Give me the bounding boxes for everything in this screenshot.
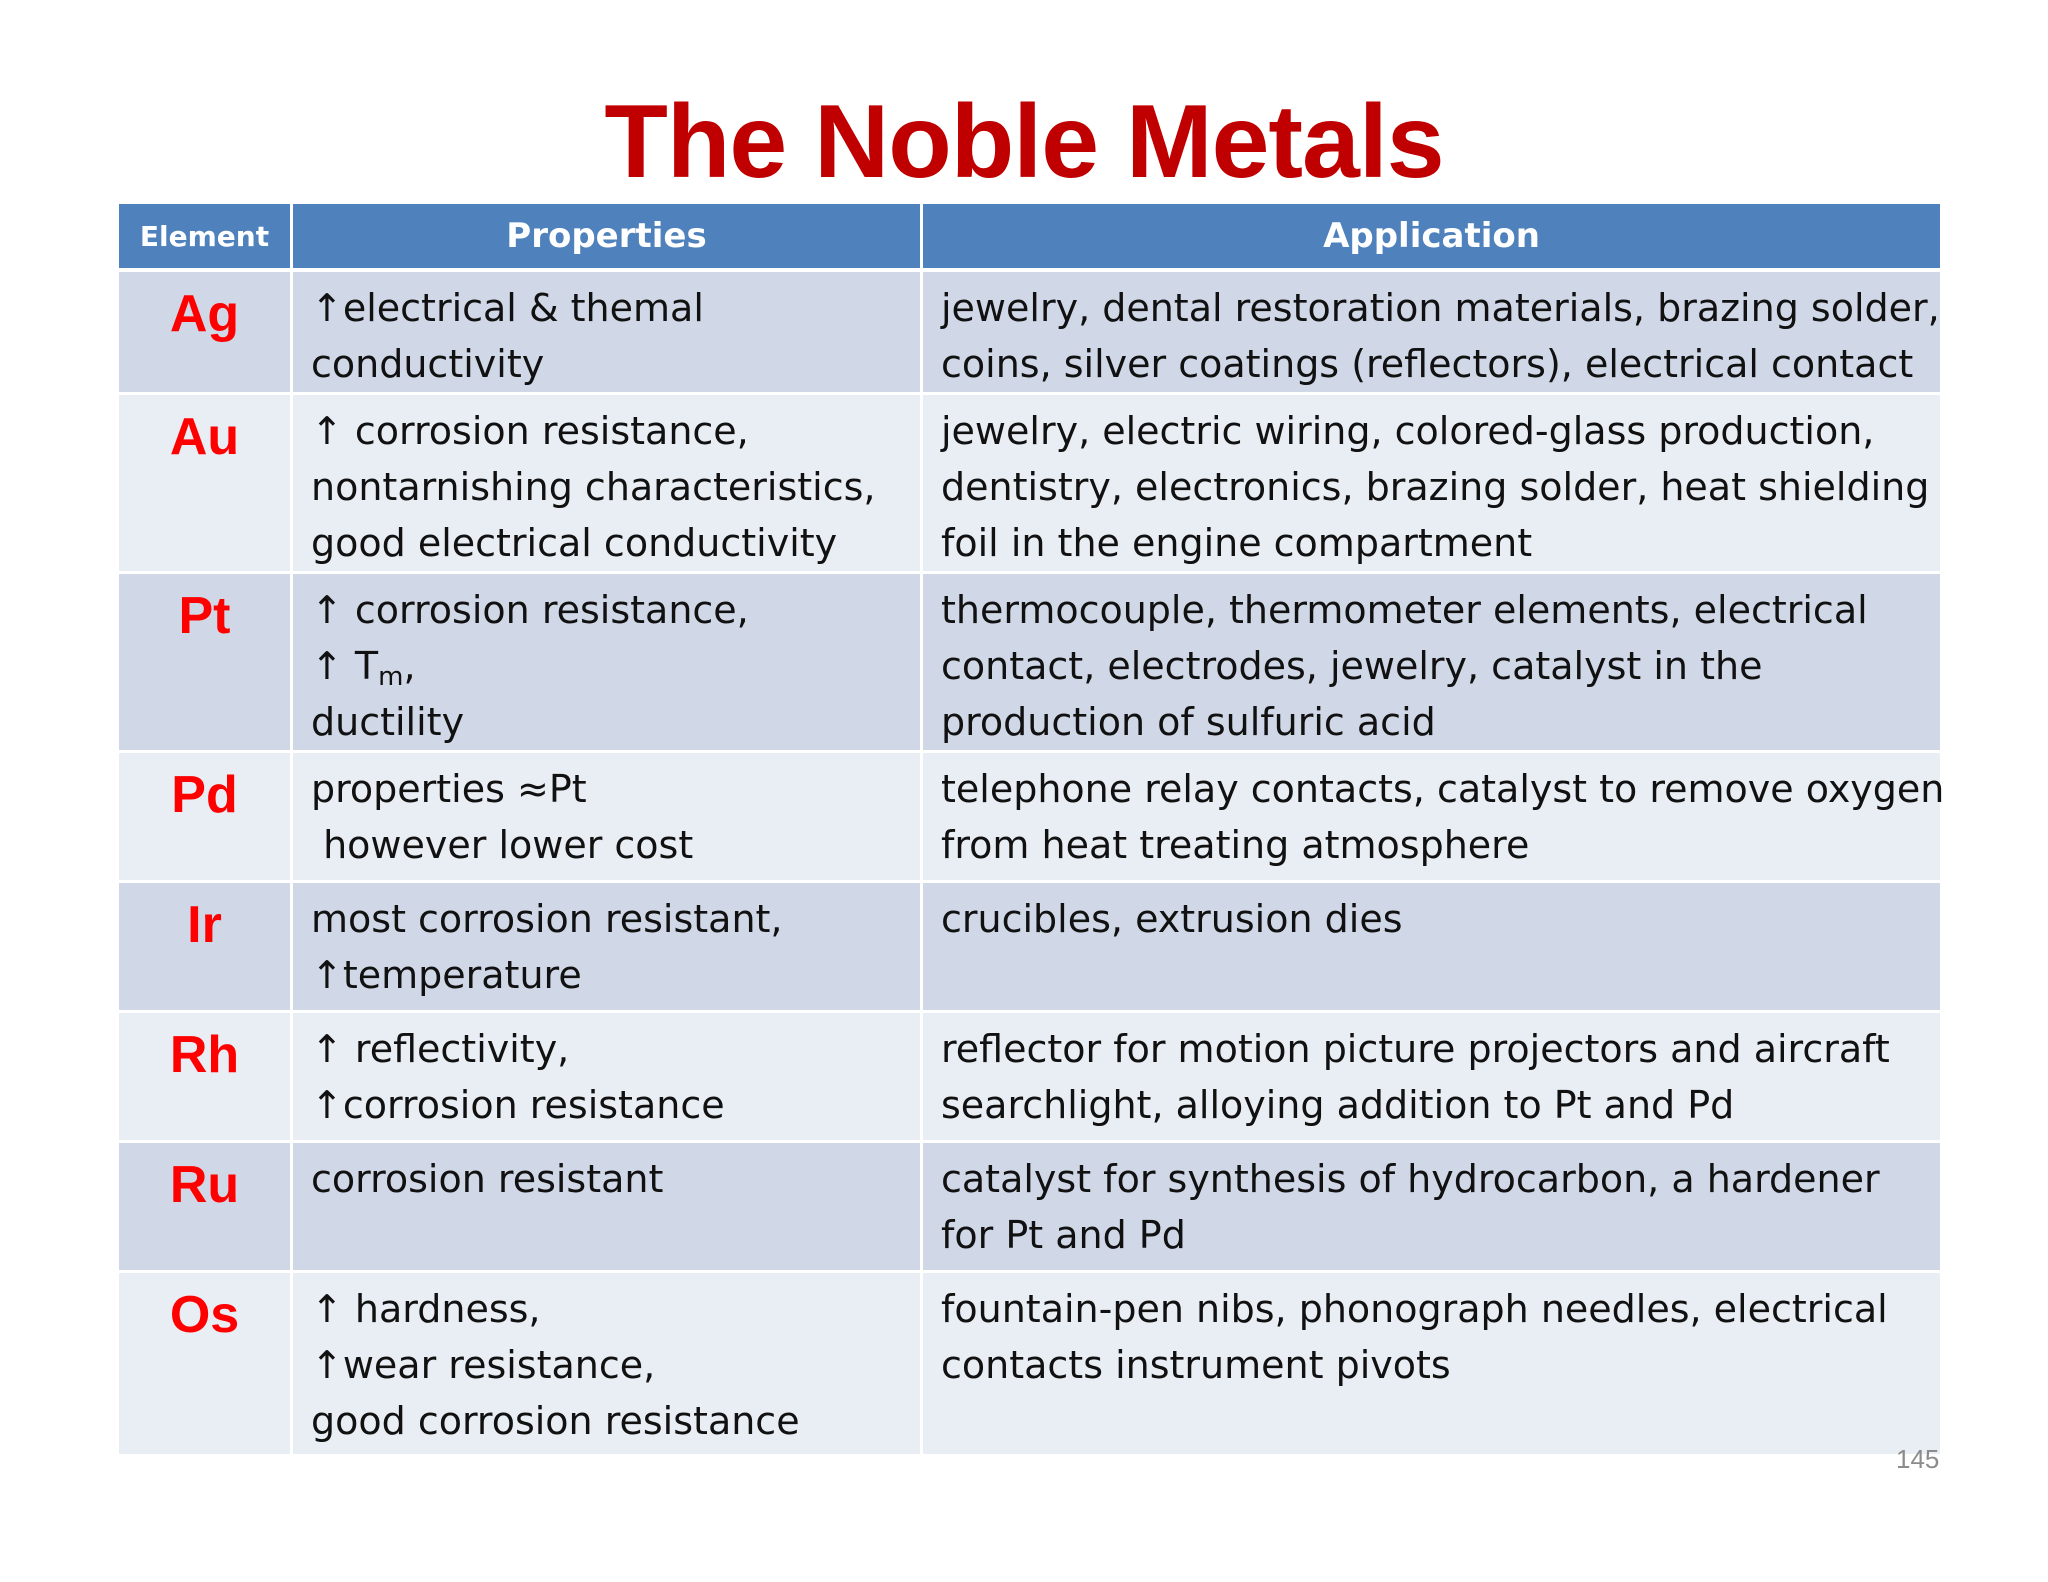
element-symbol: Pd xyxy=(118,752,292,882)
properties-line: however lower cost xyxy=(311,823,694,867)
application-line: production of sulfuric acid xyxy=(941,700,1436,744)
table-row xyxy=(118,270,1942,394)
properties-line: conductivity xyxy=(311,342,545,386)
properties-line xyxy=(311,638,902,694)
element-symbol: Ru xyxy=(118,1142,292,1272)
noble-metals-table xyxy=(116,204,1943,1457)
element-symbol: Ag xyxy=(118,270,292,394)
application-line: from heat treating atmosphere xyxy=(941,823,1530,867)
properties-line: most corrosion resistant, xyxy=(311,897,783,941)
application-cell xyxy=(922,1142,1942,1272)
element-symbol: Pt xyxy=(118,573,292,752)
properties-line: ↑ corrosion resistance, xyxy=(311,409,749,453)
application-line: for Pt and Pd xyxy=(941,1213,1186,1257)
application-line: catalyst for synthesis of hydrocarbon, a hardener xyxy=(941,1157,1880,1201)
properties-cell xyxy=(292,752,922,882)
application-line: coins, silver coatings (reflectors), electrical contact xyxy=(941,342,1914,386)
table-header-row xyxy=(118,204,1942,270)
properties-cell xyxy=(292,1142,922,1272)
properties-line: good corrosion resistance xyxy=(311,1399,800,1443)
table-row xyxy=(118,1012,1942,1142)
application-cell xyxy=(922,882,1942,1012)
application-line: contacts instrument pivots xyxy=(941,1343,1451,1387)
properties-line: ↑ reflectivity, xyxy=(311,1027,570,1071)
properties-cell xyxy=(292,1272,922,1456)
table-row xyxy=(118,1272,1942,1456)
column-header-application: Application xyxy=(922,204,1942,270)
application-line: reflector for motion picture projectors and aircraft xyxy=(941,1027,1890,1071)
properties-line: ↑electrical & themal xyxy=(311,286,704,330)
table-row xyxy=(118,394,1942,573)
properties-line: ↑corrosion resistance xyxy=(311,1083,725,1127)
application-line: crucibles, extrusion dies xyxy=(941,897,1403,941)
properties-line: ductility xyxy=(311,700,465,744)
slide-title: The Noble Metals xyxy=(604,84,1444,200)
application-line: contact, electrodes, jewelry, catalyst in the xyxy=(941,644,1763,688)
table-row xyxy=(118,752,1942,882)
properties-cell xyxy=(292,1012,922,1142)
melting-suffix: , xyxy=(403,644,416,688)
application-cell xyxy=(922,573,1942,752)
melting-subscript: m xyxy=(378,662,404,692)
table-row xyxy=(118,1142,1942,1272)
properties-cell xyxy=(292,882,922,1012)
application-line: jewelry, electric wiring, colored-glass production, xyxy=(941,409,1875,453)
application-line: telephone relay contacts, catalyst to remove oxygen xyxy=(941,767,1945,811)
column-header-properties: Properties xyxy=(292,204,922,270)
properties-line: ↑temperature xyxy=(311,953,582,997)
properties-cell xyxy=(292,270,922,394)
properties-line: ↑wear resistance, xyxy=(311,1343,656,1387)
element-symbol: Rh xyxy=(118,1012,292,1142)
properties-line: ↑ hardness, xyxy=(311,1287,541,1331)
application-cell xyxy=(922,270,1942,394)
table-row xyxy=(118,882,1942,1012)
element-symbol: Ir xyxy=(118,882,292,1012)
application-cell xyxy=(922,752,1945,882)
table-row xyxy=(118,573,1942,752)
application-cell xyxy=(922,1012,1942,1142)
element-symbol: Os xyxy=(118,1272,292,1456)
application-line: dentistry, electronics, brazing solder, heat shielding xyxy=(941,465,1930,509)
column-header-element: Element xyxy=(118,204,292,270)
application-cell xyxy=(922,1272,1942,1456)
properties-line: properties ≈Pt xyxy=(311,767,587,811)
page-number: 145 xyxy=(1896,1444,1940,1474)
properties-line: corrosion resistant xyxy=(311,1157,664,1201)
element-symbol: Au xyxy=(118,394,292,573)
properties-cell xyxy=(292,394,922,573)
melting-temperature-symbol: ↑ T xyxy=(311,644,379,688)
properties-line: good electrical conductivity xyxy=(311,521,838,565)
application-line: fountain-pen nibs, phonograph needles, electrical xyxy=(941,1287,1888,1331)
properties-line: nontarnishing characteristics, xyxy=(311,465,876,509)
application-line: searchlight, alloying addition to Pt and Pd xyxy=(941,1083,1735,1127)
application-line: foil in the engine compartment xyxy=(941,521,1533,565)
application-cell xyxy=(922,394,1942,573)
application-line: jewelry, dental restoration materials, brazing solder, xyxy=(941,286,1940,330)
properties-cell xyxy=(292,573,922,752)
application-line: thermocouple, thermometer elements, electrical xyxy=(941,588,1868,632)
properties-line: ↑ corrosion resistance, xyxy=(311,588,749,632)
